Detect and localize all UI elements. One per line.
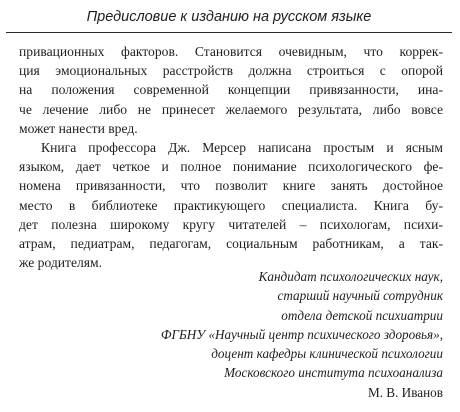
- text-line: атрам, педиатрам, педагогам, социальным работникам, а так-: [19, 235, 443, 251]
- text-line: че лечение либо не принесет желаемого результата, либо вовсе: [19, 101, 443, 117]
- text-line: Книга профессора Дж. Мерсер написана простым и ясным: [41, 139, 443, 155]
- author-credential: отдела детской психиатрии: [281, 307, 443, 323]
- text-line: языком, дает четкое и полное понимание психологического фе-: [19, 159, 443, 175]
- text-line: может нанести вред.: [19, 120, 138, 136]
- text-line: же родителям.: [19, 255, 103, 271]
- text-line: дет полезна широкому кругу читателей – психологам, психи-: [19, 216, 443, 232]
- author-name: М. В. Иванов: [367, 384, 443, 400]
- author-credential: старший научный сотрудник: [277, 288, 443, 304]
- author-credential: доцент кафедры клинической психологии: [211, 346, 443, 362]
- text-line: место в библиотеке практикующего специалиста. Книга бу-: [19, 197, 443, 213]
- text-line: номена привязанности, что позволит книге занять достойное: [19, 178, 443, 194]
- running-header: Предисловие к изданию на русском языке: [6, 8, 452, 33]
- author-credential: ФГБНУ «Научный центр психического здоровья»,: [160, 326, 443, 342]
- author-credential: Московского института психоанализа: [224, 365, 443, 381]
- paragraph: [19, 42, 443, 138]
- author-credential: Кандидат психологических наук,: [258, 269, 443, 284]
- main-text: [19, 42, 443, 272]
- paragraph: [19, 138, 443, 272]
- text-line: привационных факторов. Становится очевидным, что коррек-: [19, 44, 443, 59]
- author-signature: [161, 267, 443, 402]
- text-line: на положения современной концепции привязанности, ина-: [19, 82, 443, 98]
- text-line: ция эмоциональных расстройств должна строиться с опорой: [19, 63, 443, 79]
